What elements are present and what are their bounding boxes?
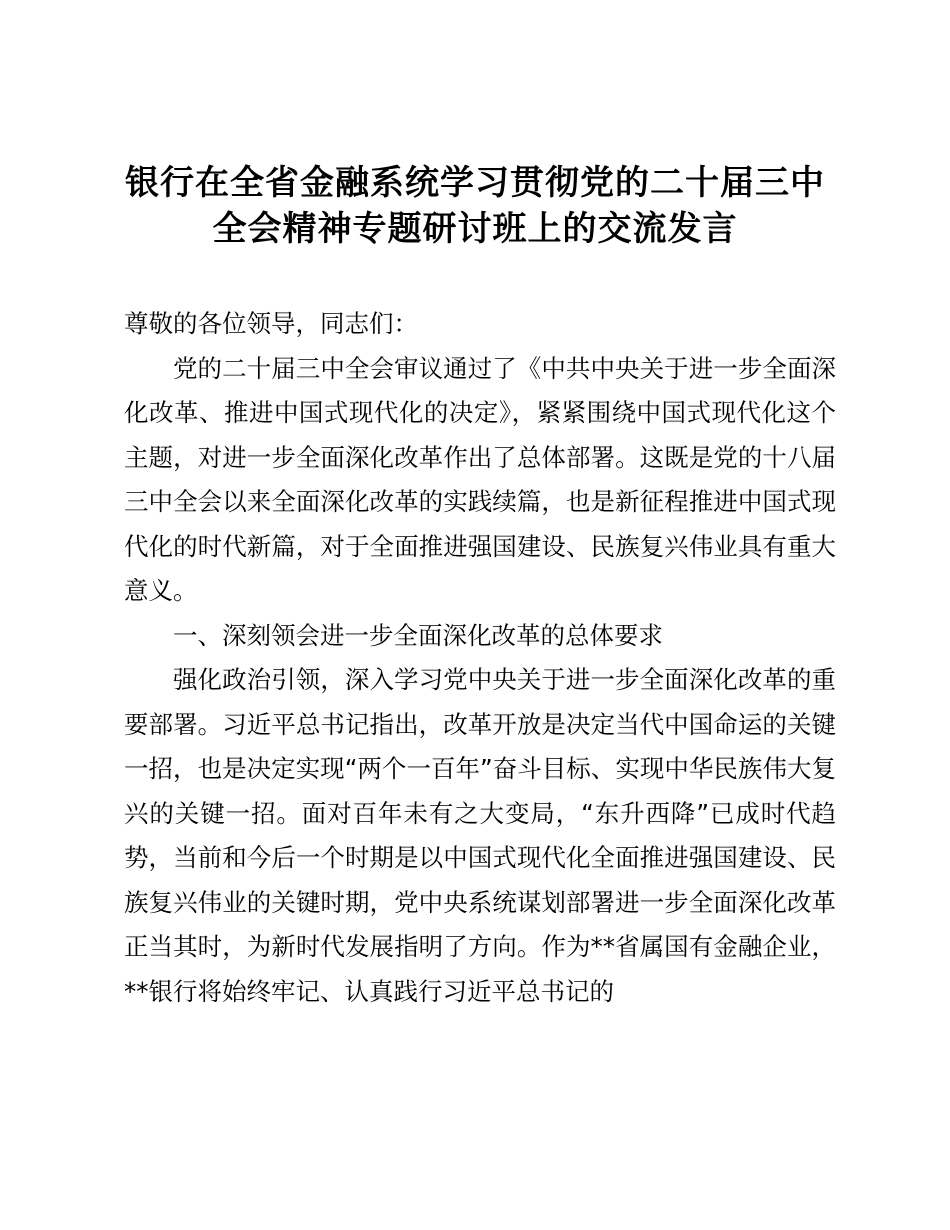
paragraph-section-1: 强化政治引领，深入学习党中央关于进一步全面深化改革的重要部署。习近平总书记指出，改革开放是决定当代中国命运的关键一招，也是决定实现“两个一百年”奋斗目标、实现中华民族伟大复兴的关键一招。面对百年未有之大变局，“东升西降”已成时代趋势，当前和今后一个时期是以中国式现代化全面推进强国建设、民族复兴伟业的关键时期，党中央系统谋划部署进一步全面深化改革正当其时，为新时代发展指明了方向。作为**省属国有金融企业，**银行将始终牢记、认真践行习近平总书记的	[124, 665, 836, 1006]
document-body	[124, 302, 836, 1014]
title-line-1: 银行在全省金融系统学习贯彻党的二十届三中	[125, 163, 825, 203]
paragraph-intro: 党的二十届三中全会审议通过了《中共中央关于进一步全面深化改革、推进中国式现代化的决定》，紧紧围绕中国式现代化这个主题，对进一步全面深化改革作出了总体部署。这既是党的十八届三中全会以来全面深化改革的实践续篇，也是新征程推进中国式现代化的时代新篇，对于全面推进强国建设、民族复兴伟业具有重大意义。	[124, 353, 836, 605]
salutation: 尊敬的各位领导，同志们：	[124, 309, 418, 338]
document-title	[100, 160, 850, 252]
section-heading-1: 一、深刻领会进一步全面深化改革的总体要求	[173, 620, 663, 650]
title-line-2: 全会精神专题研讨班上的交流发言	[212, 209, 738, 249]
